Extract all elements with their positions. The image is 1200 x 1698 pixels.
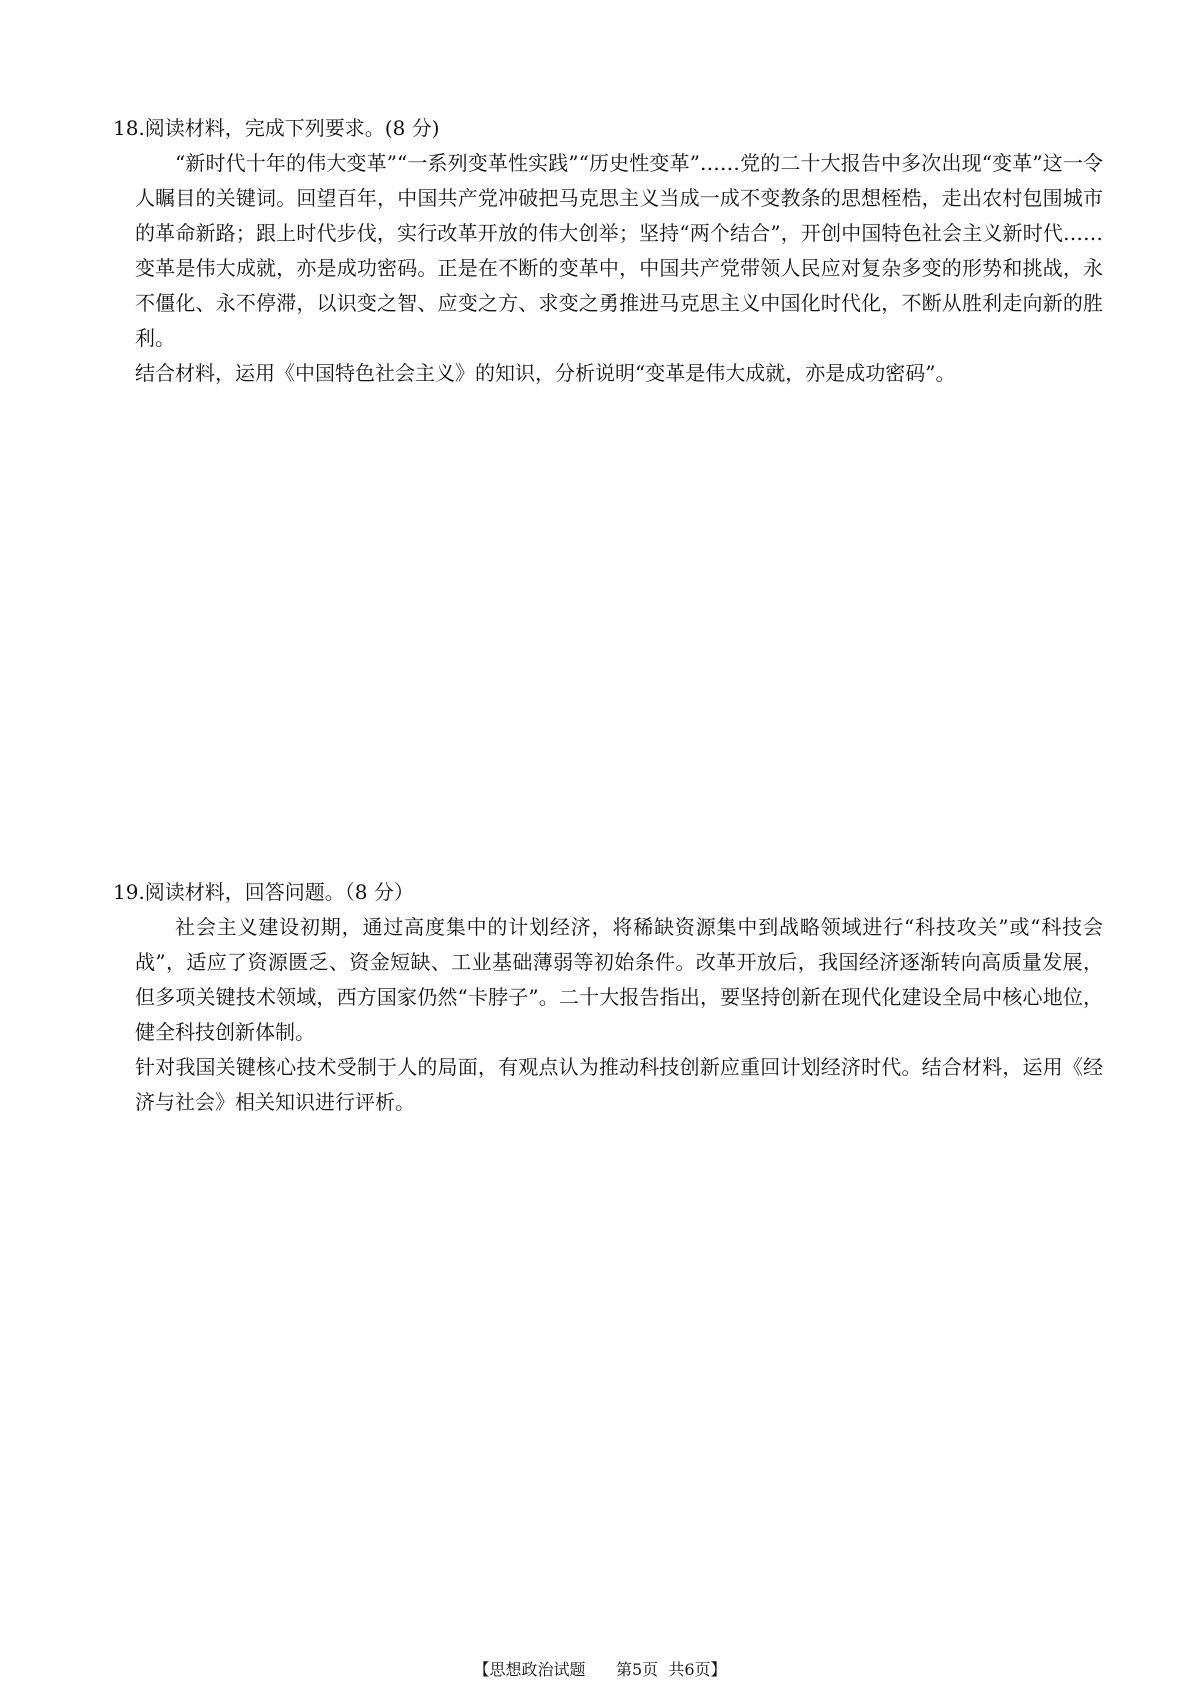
question-19: [113, 874, 1103, 1120]
question-18: [113, 110, 1103, 391]
question-heading: 18.阅读材料，完成下列要求。(8 分): [113, 116, 440, 140]
question-requirement: 针对我国关键核心技术受制于人的局面，有观点认为推动科技创新应重回计划经济时代。结合材料，运用《经济与社会》相关知识进行评析。: [135, 1055, 1103, 1114]
material-text: 社会主义建设初期，通过高度集中的计划经济，将稀缺资源集中到战略领域进行“科技攻关”或“科技会战”，适应了资源匮乏、资金短缺、工业基础薄弱等初始条件。改革开放后，我国经济逐渐转向高质量发展，但多项关键技术领域，西方国家仍然“卡脖子”。二十大报告指出，要坚持创新在现代化建设全局中核心地位，健全科技创新体制。: [135, 915, 1103, 1044]
question-requirement: 结合材料，运用《中国特色社会主义》的知识，分析说明“变革是伟大成就，亦是成功密码”。: [135, 361, 956, 385]
question-heading: 19.阅读材料，回答问题。（8 分）: [113, 880, 414, 904]
page-footer: 【思想政治试题 第5页 共6页】: [473, 1660, 727, 1679]
material-text: “新时代十年的伟大变革”“一系列变革性实践”“历史性变革”……党的二十大报告中多次出现“变革”这一令人瞩目的关键词。回望百年，中国共产党冲破把马克思主义当成一成不变教条的思想桎梏，走出农村包围城市的革命新路；跟上时代步伐，实行改革开放的伟大创举；坚持“两个结合”，开创中国特色社会主义新时代……变革是伟大成就，亦是成功密码。正是在不断的变革中，中国共产党带领人民应对复杂多变的形势和挑战，永不僵化、永不停滞，以识变之智、应变之方、求变之勇推进马克思主义中国化时代化，不断从胜利走向新的胜利。: [135, 151, 1103, 350]
